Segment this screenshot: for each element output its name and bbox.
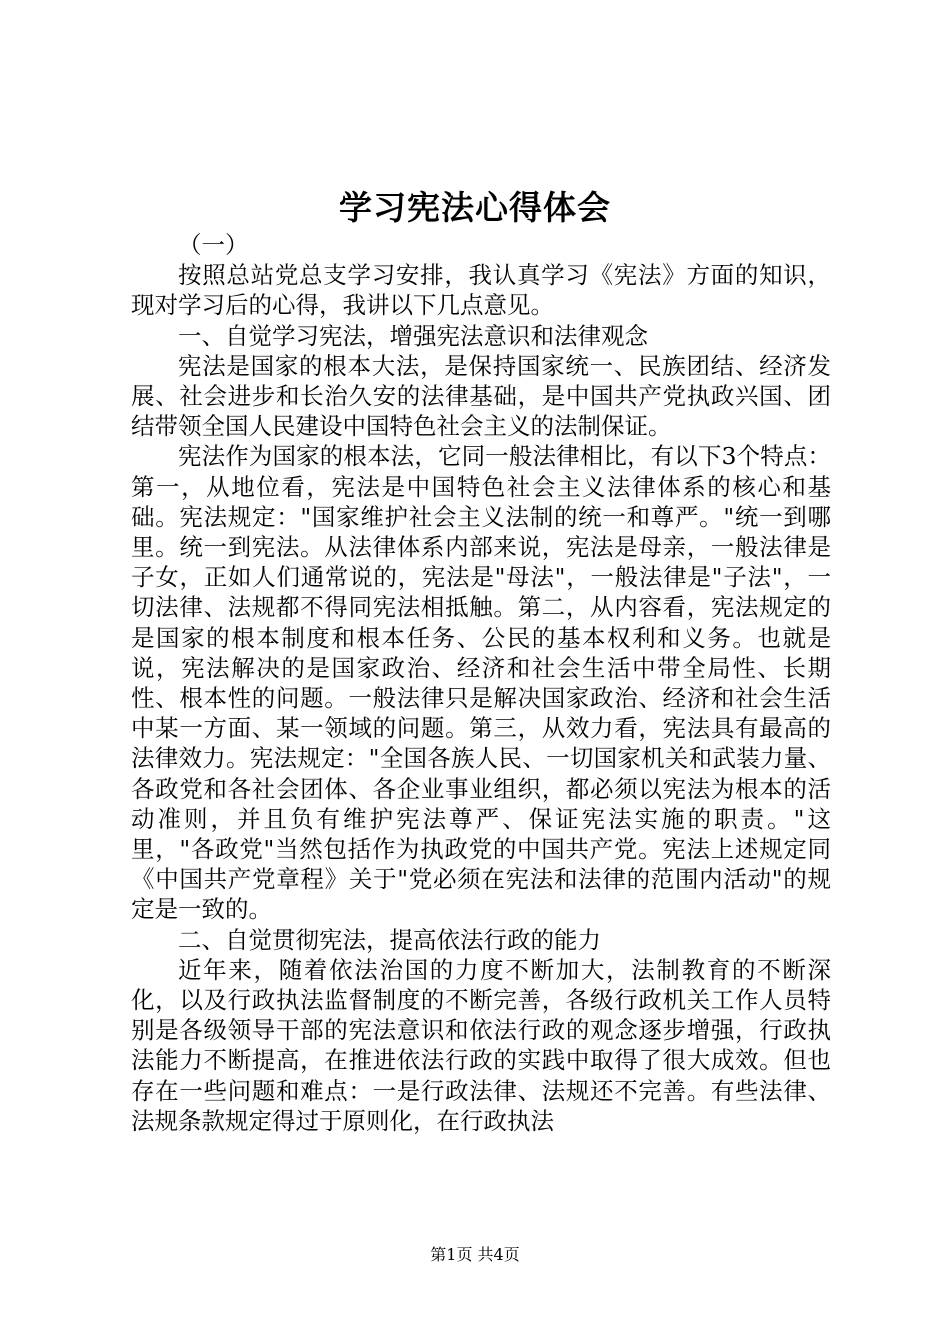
paragraph-constitution-features: 宪法作为国家的根本法，它同一般法律相比，有以下3个特点：第一，从地位看，宪法是中国特色社会主义法律体系的核心和基础。宪法规定："国家维护社会主义法制的统一和尊严。"统一到哪里。统一到宪法。从法律体系内部来说，宪法是母亲，一般法律是子女，正如人们通常说的，宪法是"母法"，一般法律是"子法"，一切法律、法规都不得同宪法相抵触。第二，从内容看，宪法规定的是国家的根本制度和根本任务、公民的基本权利和义务。也就是说，宪法解决的是国家政治、经济和社会生活中带全局性、长期性、根本性的问题。一般法律只是解决国家政治、经济和社会生活中某一方面、某一领域的问题。第三，从效力看，宪法具有最高的法律效力。宪法规定："全国各族人民、一切国家机关和武装力量、各政党和各社会团体、各企业事业组织，都必须以宪法为根本的活动准则，并且负有维护宪法尊严、保证宪法实施的职责。"这里，"各政党"当然包括作为执政党的中国共产党。宪法上述规定同《中国共产党章程》关于"党必须在宪法和法律的范围内活动"的规定是一致的。 [131, 442, 831, 924]
heading-section-two: 二、自觉贯彻宪法，提高依法行政的能力 [178, 925, 601, 954]
document-title: 学习宪法心得体会 [339, 188, 611, 227]
heading-section-one: 一、自觉学习宪法，增强宪法意识和法律观念 [178, 321, 648, 350]
page-footer: 第1页 共4页 [430, 1245, 520, 1264]
paragraph-administration: 近年来，随着依法治国的力度不断加大，法制教育的不断深化，以及行政执法监督制度的不断完善，各级行政机关工作人员特别是各级领导干部的宪法意识和依法行政的观念逐步增强，行政执法能力不断提高，在推进依法行政的实践中取得了很大成效。但也存在一些问题和难点：一是行政法律、法规还不完善。有些法律、法规条款规定得过于原则化，在行政执法 [131, 955, 831, 1135]
document-body [131, 230, 831, 1136]
paragraph-section-number: （一） [178, 231, 249, 259]
paragraph-constitution-definition: 宪法是国家的根本大法，是保持国家统一、民族团结、经济发展、社会进步和长治久安的法律基础，是中国共产党执政兴国、团结带领全国人民建设中国特色社会主义的法制保证。 [131, 351, 831, 441]
paragraph-intro: 按照总站党总支学习安排，我认真学习《宪法》方面的知识，现对学习后的心得，我讲以下几点意见。 [131, 261, 831, 320]
